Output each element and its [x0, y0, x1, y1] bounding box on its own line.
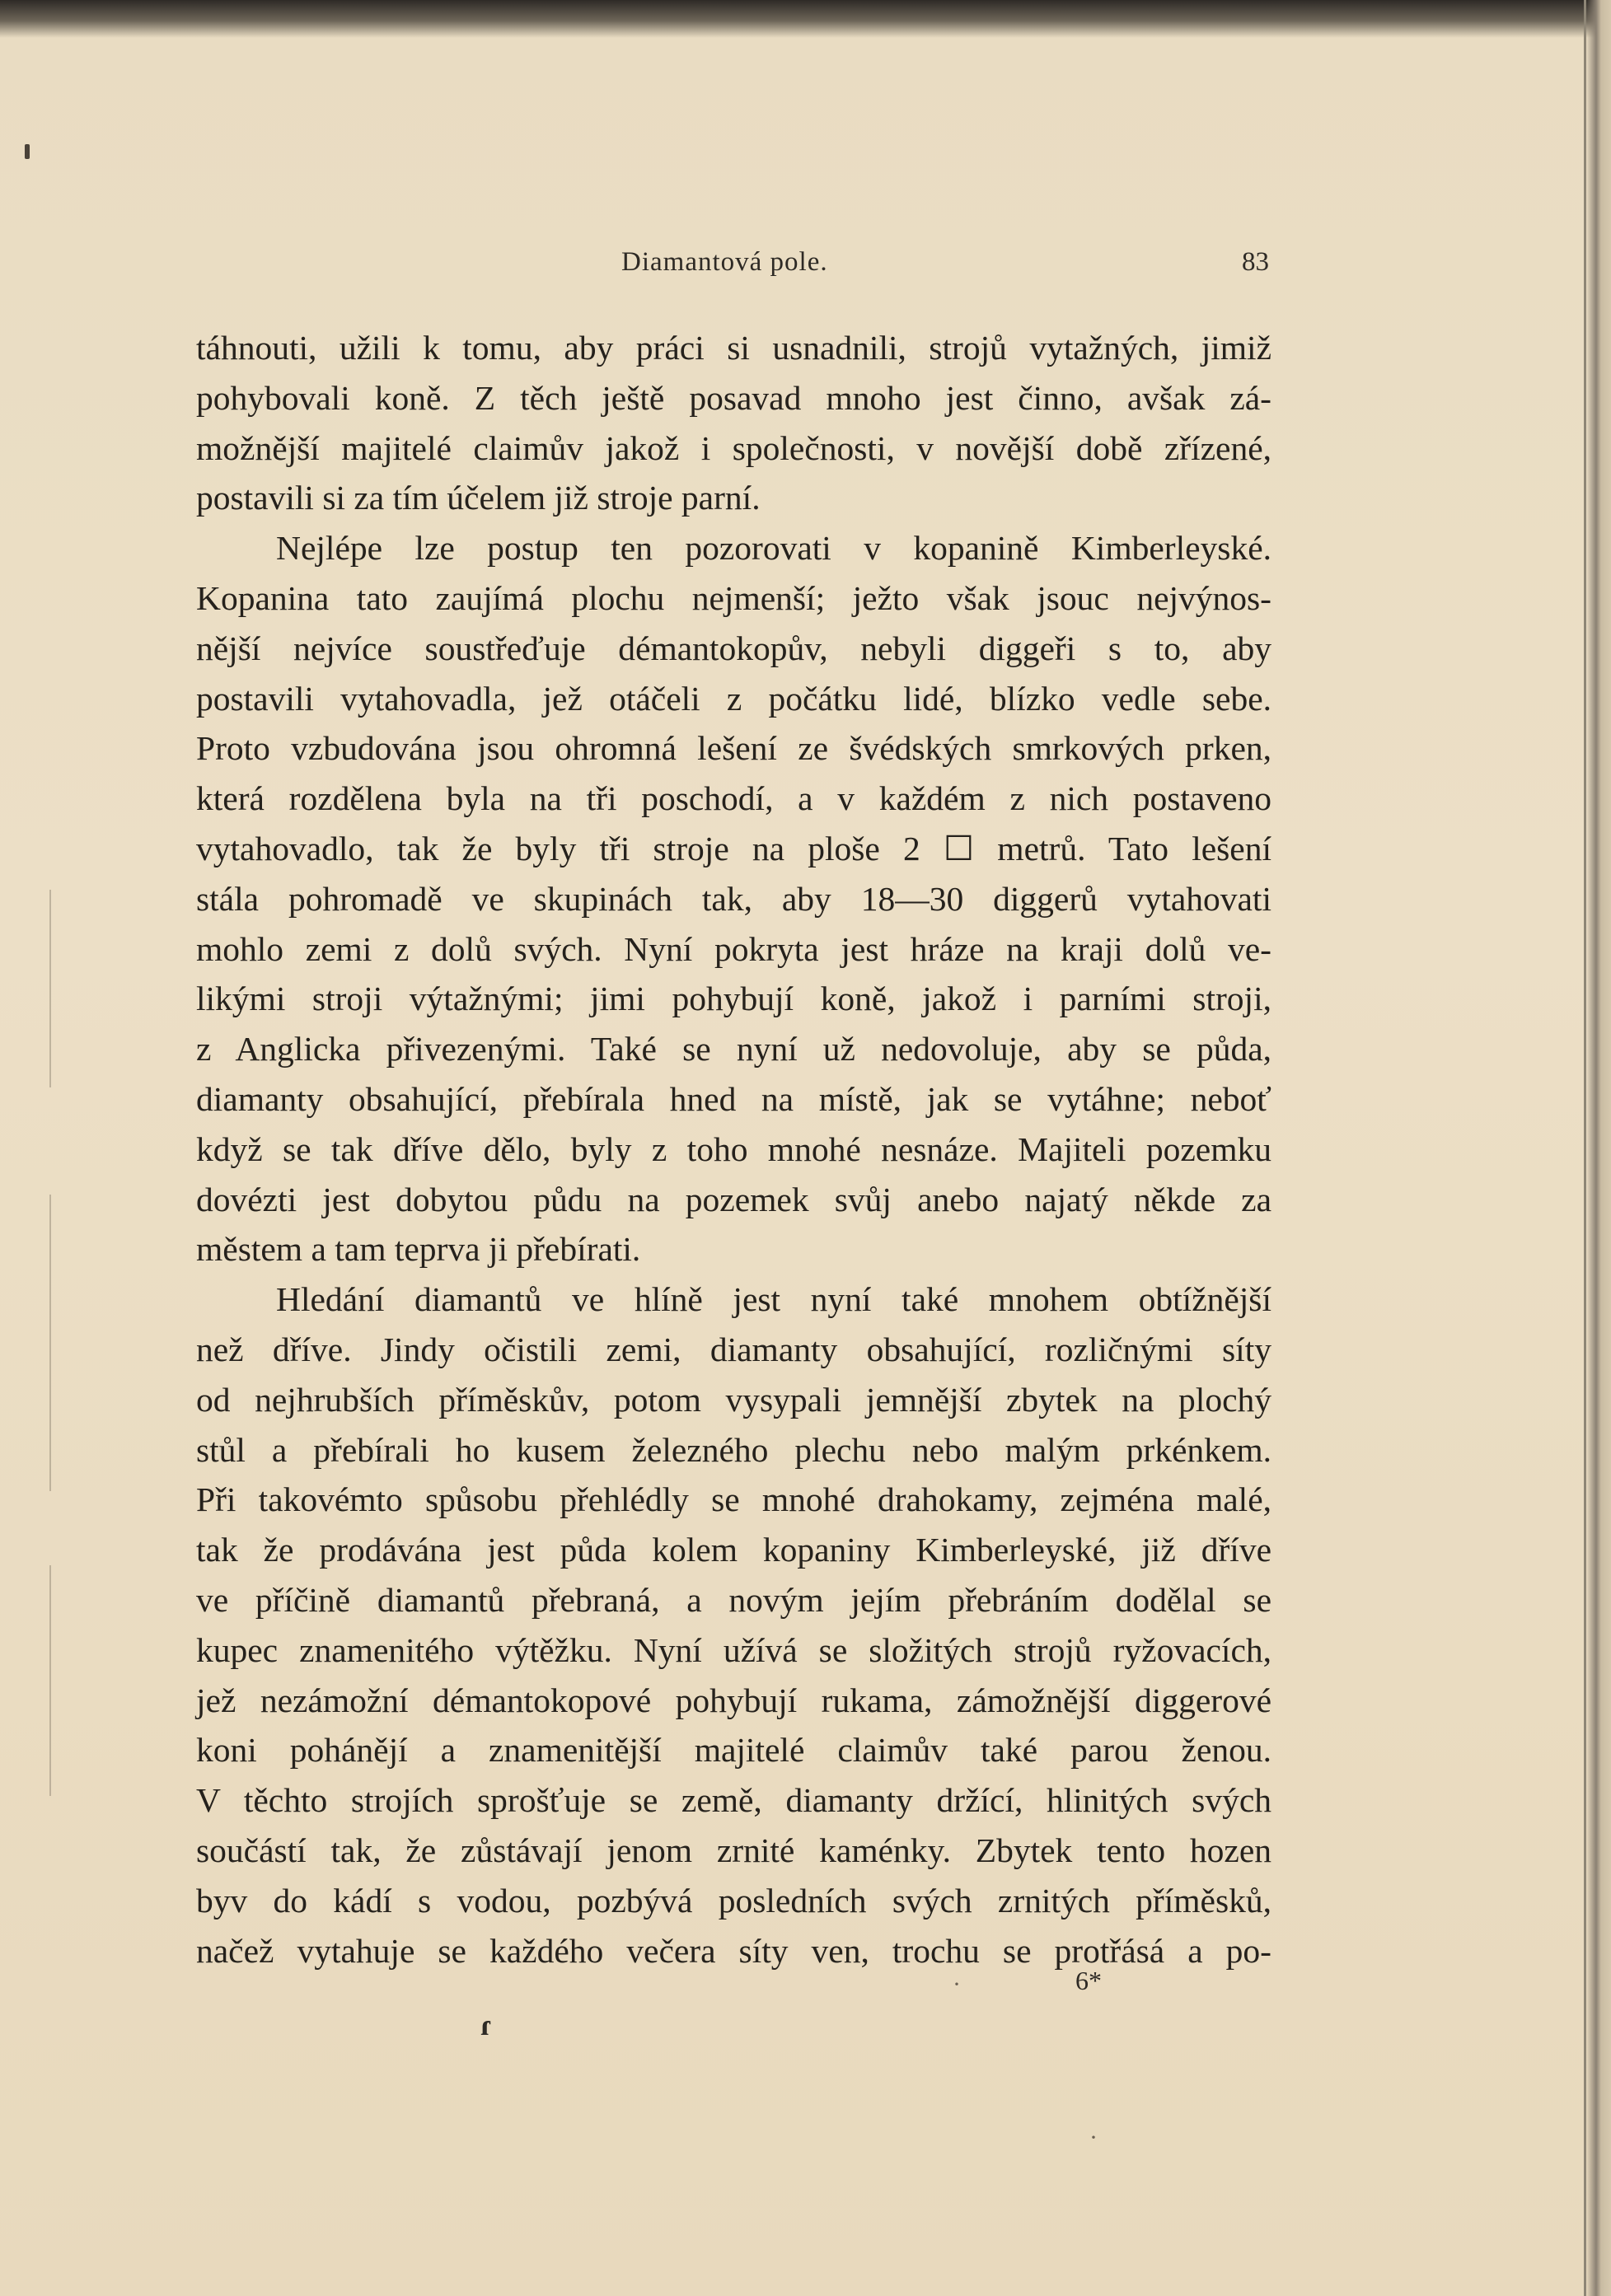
- text-line: než dříve. Jindy očistili zemi, diamanty obsahující, rozličnými síty: [196, 1330, 1271, 1368]
- text-line: městem a tam teprva ji přebírati.: [196, 1230, 641, 1269]
- page-number: 83: [1242, 247, 1269, 277]
- text-line: součástí tak, že zůstávají jenom zrnité kaménky. Zbytek tento hozen: [196, 1831, 1271, 1869]
- text-line: z Anglicka přivezenými. Také se nyní už nedovoluje, aby se půda,: [196, 1030, 1271, 1069]
- text-line: koni pohánějí a znamenitější majitelé claimův také parou ženou.: [196, 1731, 1271, 1770]
- gutter-mark: [25, 144, 30, 159]
- text-line: byv do kádí s vodou, pozbývá posledních svých zrnitých příměsků,: [196, 1881, 1271, 1920]
- text-line: mohlo zemi z dolů svých. Nyní pokryta jest hráze na kraji dolů ve-: [196, 929, 1271, 968]
- text-line: postavili vytahovadla, jež otáčeli z počátku lidé, blízko vedle sebe.: [196, 679, 1271, 718]
- margin-line: [49, 1195, 51, 1491]
- page-header: [198, 247, 1269, 287]
- printer-signature: 6*: [1075, 1966, 1102, 1995]
- speck-mark: ·: [953, 1971, 961, 1998]
- text-line: pohybovali koně. Z těch ještě posavad mnoho jest činno, avšak zá-: [196, 378, 1271, 417]
- margin-line: [49, 1565, 51, 1796]
- text-line: Nejlépe lze postup ten pozorovati v kopanině Kimberleyské.: [276, 529, 1271, 568]
- text-line: likými stroji výtažnými; jimi pohybují koně, jakož i parními stroji,: [196, 980, 1271, 1018]
- text-line: vytahovadlo, tak že byly tři stroje na ploše 2 ☐ metrů. Tato lešení: [196, 829, 1271, 867]
- text-line: možnější majitelé claimův jakož i společnosti, v novější době zřízené,: [196, 428, 1271, 467]
- text-line: Hledání diamantů ve hlíně jest nyní také mnohem obtížnější: [276, 1280, 1271, 1319]
- speck-mark: ·: [1089, 2124, 1098, 2151]
- footer-mark: ɾ: [480, 2008, 493, 2041]
- text-line: stůl a přebírali ho kusem železného plechu nebo malým prkénkem.: [196, 1430, 1271, 1469]
- running-head: Diamantová pole.: [621, 247, 828, 277]
- text-line: stála pohromadě ve skupinách tak, aby 18—30 diggerů vytahovati: [196, 879, 1271, 918]
- text-line: ve příčině diamantů přebraná, a novým jejím přebráním dodělal se: [196, 1580, 1271, 1619]
- margin-line: [49, 890, 51, 1087]
- text-line: načež vytahuje se každého večera síty ven, trochu se protřásá a po-: [196, 1931, 1271, 1970]
- page-right-edge: [1586, 0, 1611, 2296]
- text-line: kupec znamenitého výtěžku. Nyní užívá se složitých strojů ryžovacích,: [196, 1630, 1271, 1669]
- text-line: Kopanina tato zaujímá plochu nejmenší; ježto však jsouc nejvýnos-: [196, 578, 1271, 617]
- text-line: nější nejvíce soustřeďuje démantokopův, nebyli diggeři s to, aby: [196, 629, 1271, 667]
- text-line: Při takovémto spůsobu přehlédly se mnohé drahokamy, zejména malé,: [196, 1480, 1271, 1519]
- text-line: jež nezámožní démantokopové pohybují rukama, zámožnější diggerové: [196, 1681, 1271, 1719]
- text-line: táhnouti, užili k tomu, aby práci si usnadnili, strojů vytažných, jimiž: [196, 329, 1271, 367]
- text-line: postavili si za tím účelem již stroje parní.: [196, 479, 761, 517]
- text-line: Proto vzbudována jsou ohromná lešení ze švédských smrkových prken,: [196, 729, 1271, 768]
- text-line: tak že prodávána jest půda kolem kopaniny Kimberleyské, již dříve: [196, 1531, 1271, 1569]
- text-line: V těchto strojích sprošťuje se země, diamanty držící, hlinitých svých: [196, 1781, 1271, 1820]
- text-line: když se tak dříve dělo, byly z toho mnohé nesnáze. Majiteli pozemku: [196, 1129, 1271, 1168]
- text-line: která rozdělena byla na tři poschodí, a v každém z nich postaveno: [196, 779, 1271, 818]
- top-shadow: [0, 0, 1611, 38]
- text-line: od nejhrubších příměskův, potom vysypali jemnější zbytek na plochý: [196, 1380, 1271, 1419]
- text-line: diamanty obsahující, přebírala hned na místě, jak se vytáhne; neboť: [196, 1079, 1271, 1118]
- text-line: dovézti jest dobytou půdu na pozemek svůj anebo najatý někde za: [196, 1180, 1271, 1218]
- body-text: [196, 323, 1271, 1976]
